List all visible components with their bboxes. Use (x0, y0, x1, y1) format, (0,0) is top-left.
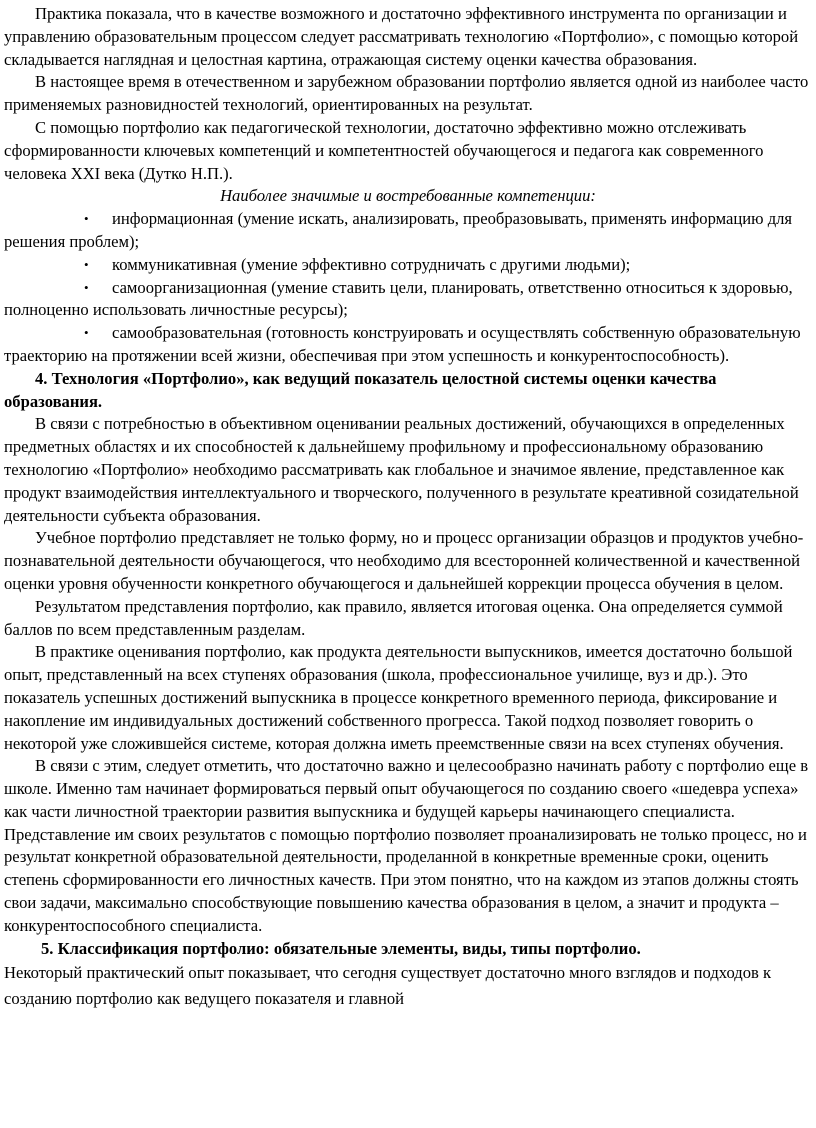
bullet-item (4, 277, 812, 323)
bullet-icon: • (84, 211, 89, 227)
bullet-icon: • (84, 256, 89, 272)
paragraph-competencies-intro: С помощью портфолио как педагогической технологии, достаточно эффективно можно отслеживать сформированности ключевых компетенций и компетентностей обучающегося и педагога как современного человека XXI века (Дутко Н.П.). (4, 117, 764, 183)
bullet-text: самообразовательная (готовность конструировать и осуществлять собственную образовательную траекторию на протяжении всей жизни, обеспечивая при этом успешность и конкурентоспособность). (4, 323, 801, 365)
paragraph-portfolio-usage: В настоящее время в отечественном и зарубежном образовании портфолио является одной из наиболее часто применяемых разновидностей технологий, ориентированных на результат. (4, 72, 809, 115)
paragraph-graduate-practice: В практике оценивания портфолио, как продукта деятельности выпускников, имеется достаточно большой опыт, представленный на всех ступенях образования (школа, профессиональное училище, вуз и др.). Это показатель успешных достижений выпускника в процессе конкретного временного периода, фиксирование и накопление им индивидуальных достижений собственного прогресса. Такой подход позволяет говорить о некоторой уже сложившейся системе, которая должна иметь преемственные связи на всех ступенях обучения. (4, 642, 793, 753)
paragraph-objective-assessment: В связи с потребностью в объективном оценивании реальных достижений, обучающихся в определенных предметных областях и их способностей к дальнейшему профильному и профессиональному образованию технологию «Портфолио» необходимо рассматривать как глобальное и значимое явление, представленное как продукт взаимодействия интеллектуального и творческого, полученного в результате креативной созидательной деятельности субъекта образования. (4, 414, 799, 525)
bullet-item (4, 208, 812, 254)
bullet-item (4, 322, 812, 368)
bullet-text: информационная (умение искать, анализировать, преобразовывать, применять информацию для решения проблем); (4, 209, 793, 251)
bullet-icon: • (84, 325, 89, 341)
competencies-heading: Наиболее значимые и востребованные компетенции: (220, 186, 596, 206)
bullet-text: самоорганизационная (умение ставить цели, планировать, ответственно относиться к здоровью, полноценно использовать личностные ресурсы); (4, 277, 793, 320)
paragraph-portfolio-intro: Практика показала, что в качестве возможного и достаточно эффективного инструмента по организации и управлению образовательным процессом следует рассматривать технологию «Портфолио», с помощью которой складывается наглядная и целостная картина, отражающая систему оценки качества образования. (4, 4, 799, 69)
section-4-heading: 4. Технология «Портфолио», как ведущий показатель целостной системы оценки качества образования. (4, 368, 717, 411)
section-5-heading: 5. Классификация портфолио: обязательные элементы, виды, типы портфолио. (41, 938, 641, 958)
paragraph-final-grade: Результатом представления портфолио, как правило, является итоговая оценка. Она определяется суммой баллов по всем представленным разделам. (4, 596, 783, 639)
paragraph-school-start: В связи с этим, следует отметить, что достаточно важно и целесообразно начинать работу с портфолио еще в школе. Именно там начинает формироваться первый опыт обучающегося по созданию своего «шедевра успеха» как части личностной траектории развития выпускника и будущей карьеры начинающего специалиста. Представление им своих результатов с помощью портфолио позволяет проанализировать не только процесс, но и результат конкретной образовательной деятельности, проделанной в конкретные временные сроки, оценить степень сформированности его личностных качеств. При этом понятно, что на каждом из этапов должны стоять свои задачи, максимально способствующие повышению качества образования в целом, а значит и продукта – конкурентоспособного специалиста. (4, 756, 809, 935)
paragraph-educational-portfolio: Учебное портфолио представляет не только форму, но и процесс организации образцов и продуктов учебно-познавательной деятельности обучающегося, что необходимо для всесторонней количественной и качественной оценки уровня обученности конкретного обучающегося и дальнейшей коррекции процесса обучения в целом. (4, 528, 804, 593)
bullet-icon: • (84, 279, 89, 295)
bullet-item (4, 254, 812, 277)
paragraph-practical-experience: Некоторый практический опыт показывает, что сегодня существует достаточно много взглядов и подходов к созданию портфолио как ведущего показателя и главной (4, 963, 772, 1009)
bullet-text: коммуникативная (умение эффективно сотрудничать с другими людьми); (112, 254, 631, 274)
